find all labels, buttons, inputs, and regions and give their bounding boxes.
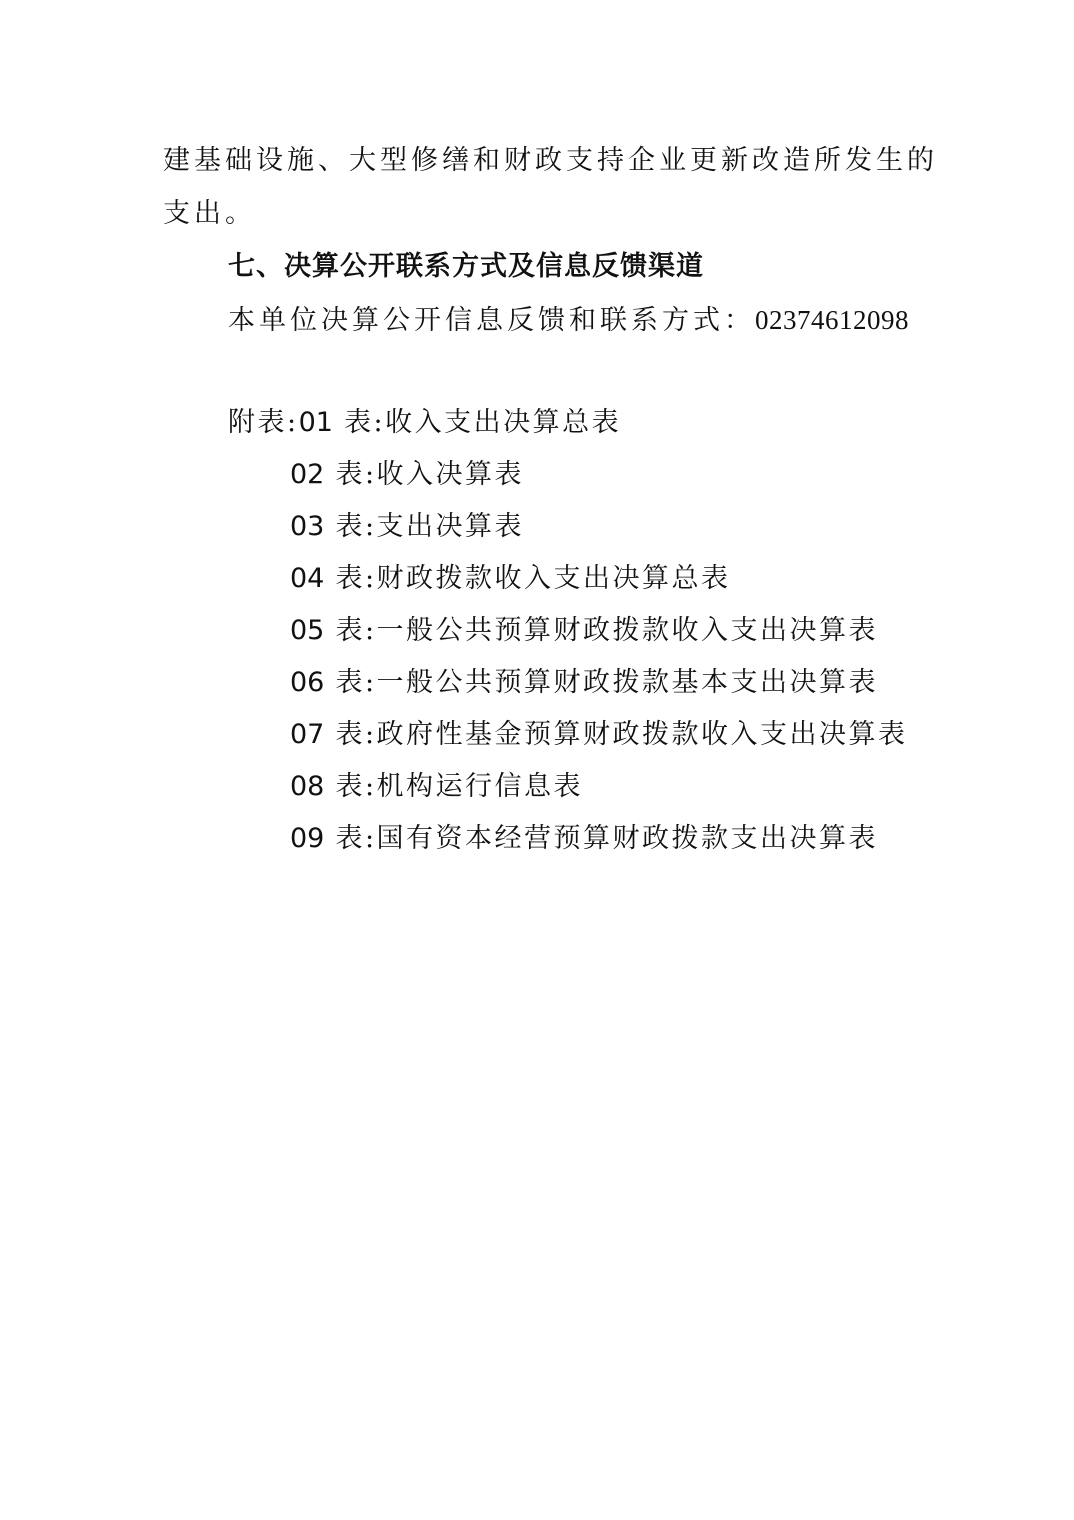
attachment-title: 表:支出决算表 [335,511,525,542]
body-paragraph-line-1: 建基础设施、大型修缮和财政支持企业更新改造所发生的 [163,145,938,176]
contact-number: 02374612098 [755,305,909,335]
attachment-item-08 [290,769,583,805]
section-heading-contact: 七、决算公开联系方式及信息反馈渠道 [228,251,704,282]
attachment-prefix: 附表: [228,407,299,438]
attachment-title: 表:一般公共预算财政拨款基本支出决算表 [335,667,879,698]
attachment-code: 08 [290,771,325,802]
contact-label: 本单位决算公开信息反馈和联系方式： [228,305,755,336]
attachment-item-02 [290,457,524,493]
attachment-item-07 [290,717,908,753]
attachment-item-03 [290,509,524,545]
attachment-title: 表:一般公共预算财政拨款收入支出决算表 [335,615,879,646]
attachment-code: 01 [298,407,333,438]
attachment-item-05 [290,613,878,649]
body-paragraph-line-2: 支出。 [163,198,256,229]
attachment-title: 表:国有资本经营预算财政拨款支出决算表 [335,823,879,854]
attachment-item-04 [290,561,731,597]
attachment-title: 表:财政拨款收入支出决算总表 [335,563,731,594]
attachment-code: 09 [290,823,325,854]
attachment-code: 04 [290,563,325,594]
attachment-code: 02 [290,459,325,490]
attachment-code: 07 [290,719,325,750]
attachment-code: 06 [290,667,325,698]
contact-line [228,302,909,339]
attachment-title: 表:收入支出决算总表 [344,407,622,438]
attachment-title: 表:机构运行信息表 [335,771,584,802]
attachment-title: 表:收入决算表 [335,459,525,490]
attachment-item-06 [290,665,878,701]
attachment-item-01 [228,405,621,441]
attachment-code: 05 [290,615,325,646]
attachment-item-09 [290,821,878,857]
attachment-title: 表:政府性基金预算财政拨款收入支出决算表 [335,719,908,750]
attachment-code: 03 [290,511,325,542]
